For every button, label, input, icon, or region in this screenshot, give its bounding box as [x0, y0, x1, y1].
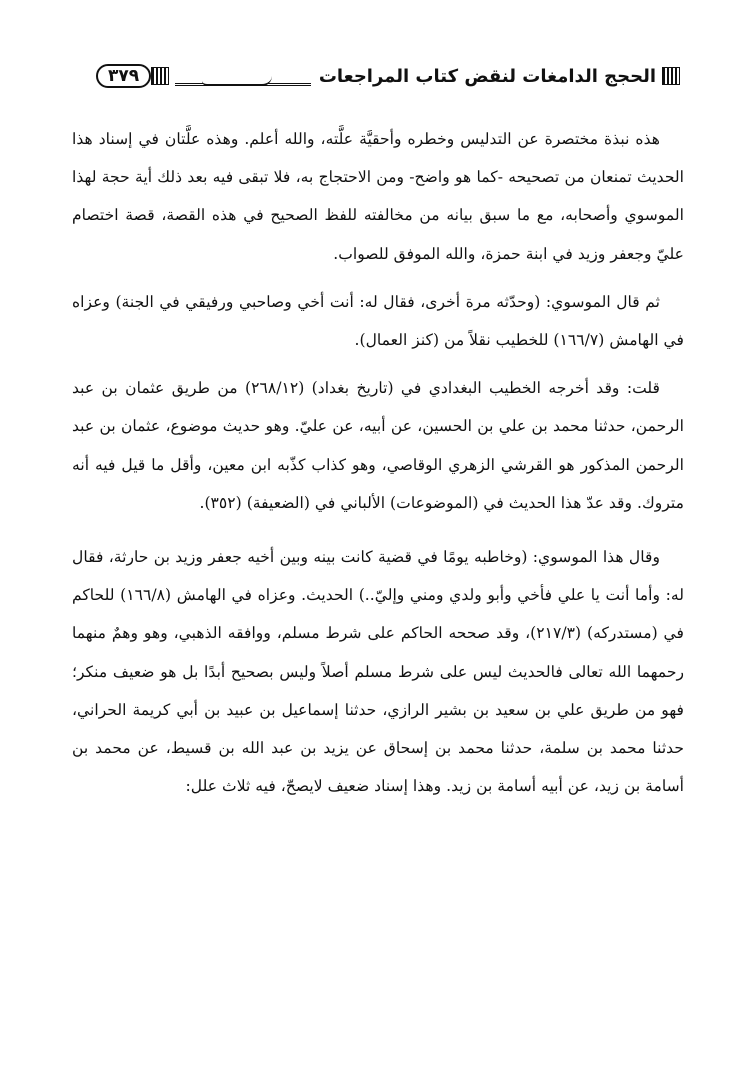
ornament-icon [151, 67, 169, 85]
decorative-swash [202, 76, 272, 86]
page-header [84, 56, 680, 96]
page-number-frame [90, 64, 169, 88]
page-number: ٣٧٩ [96, 64, 151, 88]
paragraph: ثم قال الموسوي: (وحدّثه مرة أخرى، فقال له: أنت أخي وصاحبي ورفيقي في الجنة) وعزاه في الهامش (١٦٦/٧) للخطيب نقلاً من (كنز العمال). [72, 292, 684, 350]
paragraph: قلت: وقد أخرجه الخطيب البغدادي في (تاريخ بغداد) (٢٦٨/١٢) من طريق عثمان بن عبد الرحمن، حدثنا محمد بن علي بن الحسين، عن أبيه، عن عليّ. وهو حديث موضوع، عثمان بن عبد الرحمن المذكور هو القرشي الزهري الوقاصي، وهو كذاب كذّبه ابن معين، وأقل ما قيل فيه أنه متروك. وقد عدّ هذا الحديث في (الموضوعات) الألباني في (الضعيفة) (٣٥٢). [72, 379, 684, 512]
page-body [72, 120, 684, 805]
book-title: الحجج الدامغات لنقض كتاب المراجعات [318, 65, 656, 87]
header-title-group [311, 62, 680, 90]
paragraph: وقال هذا الموسوي: (وخاطبه يومًا في قضية كانت بينه وبين أخيه جعفر وزيد بن حارثة، فقال له: وأما أنت يا علي فأخي وأبو ولدي ومني وإليّ..) الحديث. وعزاه في الهامش (١٦٦/٨) للحاكم في (مستدركه) (٢١٧/٣)، وقد صححه الحاكم على شرط مسلم، ووافقه الذهبي، وهو وهمٌ منهما رحمهما الله تعالى فالحديث ليس على شرط مسلم أصلاً وليس بصحيح أبدًا بل هو ضعيف منكر؛ فهو من طريق علي بن سعيد بن بشير الرازي، حدثنا إسماعيل بن عبيد بن أبي كريمة الحراني، حدثنا محمد بن سلمة، حدثنا محمد بن إسحاق عن يزيد بن عبد الله بن قسيط، عن محمد بن أسامة بن زيد، عن أبيه أسامة بن زيد. وهذا إسناد ضعيف لايصحّ، فيه ثلاث علل: [72, 548, 684, 796]
ornament-icon [662, 67, 680, 85]
page-number-group [84, 62, 175, 90]
paragraph: هذه نبذة مختصرة عن التدليس وخطره وأحقيَّة علَّته، والله أعلم. وهذه علَّتان في إسناد هذا الحديث تمنعان من تصحيحه -كما هو واضح- ومن الاحتجاج به، فلا تبقى فيه بعد ذلك أية حجة لهذا الموسوي وأصحابه، مع ما سبق بيانه من مخالفته للفظ الصحيح في هذه القصة، قصة اختصام عليّ وجعفر وزيد في ابنة حمزة، والله الموفق للصواب. [72, 130, 684, 263]
